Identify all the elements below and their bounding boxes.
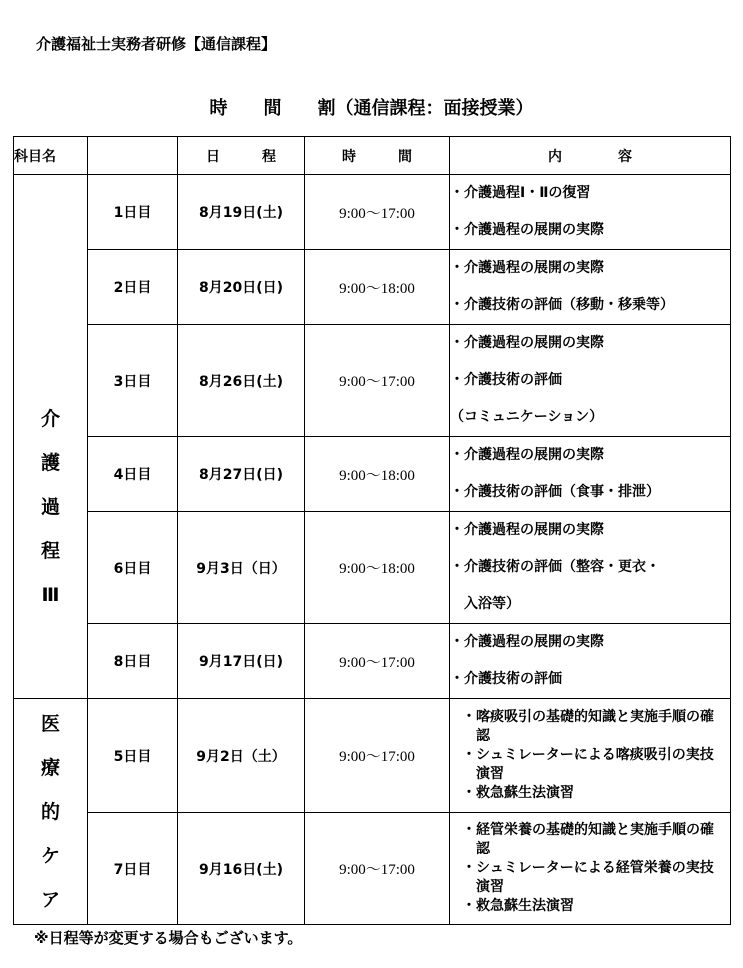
date-cell: 8月27日(日) <box>178 437 305 512</box>
content-item: ・シュミレーターによる喀痰吸引の実技演習 <box>462 747 714 782</box>
subject-label: 医 療 的 ケ ア <box>40 712 60 911</box>
content-item: ・喀痰吸引の基礎的知識と実施手順の確認 <box>462 709 714 744</box>
table-row <box>14 437 731 512</box>
header-subject: 科目名 <box>14 137 88 175</box>
table-row <box>14 512 731 624</box>
content-item: ・介護過程の展開の実際 <box>450 447 604 463</box>
header-content: 内 容 <box>450 137 731 175</box>
day-cell: 6日目 <box>88 512 178 624</box>
date-cell: 9月16日(土) <box>178 813 305 925</box>
day-cell: 8日目 <box>88 624 178 699</box>
content-cell <box>450 512 731 624</box>
schedule-heading: 時 間 割（通信課程：面接授業） <box>209 98 534 119</box>
content-item: ・シュミレーターによる経管栄養の実技演習 <box>462 860 714 895</box>
content-item: ・介護過程の展開の実際 <box>450 222 604 238</box>
date-cell: 9月2日（土） <box>178 699 305 813</box>
day-cell: 1日目 <box>88 175 178 250</box>
table-header-row <box>14 137 731 175</box>
header-time: 時 間 <box>305 137 450 175</box>
table-row <box>14 175 731 250</box>
header-day <box>88 137 178 175</box>
content-item: ・介護技術の評価（整容・更衣・ <box>450 559 660 575</box>
content-item: ・救急蘇生法演習 <box>462 898 574 914</box>
content-item: ・介護技術の評価 <box>450 671 562 687</box>
day-cell: 2日目 <box>88 250 178 325</box>
date-cell: 9月3日（日） <box>178 512 305 624</box>
content-cell <box>450 437 731 512</box>
content-cell <box>450 250 731 325</box>
table-row <box>14 813 731 925</box>
subject-label: 介 護 過 程 Ⅲ <box>40 407 60 606</box>
content-item: ・介護過程の展開の実際 <box>450 522 604 538</box>
day-cell: 5日目 <box>88 699 178 813</box>
content-item: ・介護技術の評価（食事・排泄） <box>450 484 660 500</box>
date-cell: 8月20日(日) <box>178 250 305 325</box>
day-cell: 4日目 <box>88 437 178 512</box>
content-item: ・介護技術の評価 <box>450 372 562 388</box>
content-cell <box>450 813 731 925</box>
table-row <box>14 250 731 325</box>
time-cell: 9:00〜18:00 <box>305 250 450 325</box>
document-title: 介護福祉士実務者研修【通信課程】 <box>36 35 277 53</box>
table-row <box>14 699 731 813</box>
time-cell: 9:00〜17:00 <box>305 624 450 699</box>
date-cell: 8月26日(土) <box>178 325 305 437</box>
content-item: ・救急蘇生法演習 <box>462 785 574 801</box>
time-cell: 9:00〜17:00 <box>305 813 450 925</box>
subject-cell <box>14 175 88 699</box>
time-cell: 9:00〜17:00 <box>305 699 450 813</box>
table-row <box>14 624 731 699</box>
content-item: ・介護過程の展開の実際 <box>450 335 604 351</box>
date-cell: 9月17日(日) <box>178 624 305 699</box>
schedule-table <box>13 136 731 925</box>
time-cell: 9:00〜17:00 <box>305 175 450 250</box>
content-item: ・介護過程Ⅰ・Ⅱの復習 <box>450 185 591 201</box>
date-cell: 8月19日(土) <box>178 175 305 250</box>
content-cell <box>450 699 731 813</box>
day-cell: 3日目 <box>88 325 178 437</box>
content-cell <box>450 325 731 437</box>
content-item: （コミュニケーション） <box>450 409 604 425</box>
time-cell: 9:00〜17:00 <box>305 325 450 437</box>
footnote: ※日程等が変更する場合もございます。 <box>34 929 303 947</box>
time-cell: 9:00〜18:00 <box>305 512 450 624</box>
header-date: 日 程 <box>178 137 305 175</box>
content-cell <box>450 624 731 699</box>
time-cell: 9:00〜18:00 <box>305 437 450 512</box>
content-item: ・介護過程の展開の実際 <box>450 634 604 650</box>
content-cell <box>450 175 731 250</box>
content-item: ・介護過程の展開の実際 <box>450 260 604 276</box>
content-item: 入浴等） <box>464 596 520 612</box>
content-item: ・経管栄養の基礎的知識と実施手順の確認 <box>462 822 714 857</box>
content-item: ・介護技術の評価（移動・移乗等） <box>450 297 674 313</box>
day-cell: 7日目 <box>88 813 178 925</box>
table-row <box>14 325 731 437</box>
subject-cell <box>14 699 88 925</box>
